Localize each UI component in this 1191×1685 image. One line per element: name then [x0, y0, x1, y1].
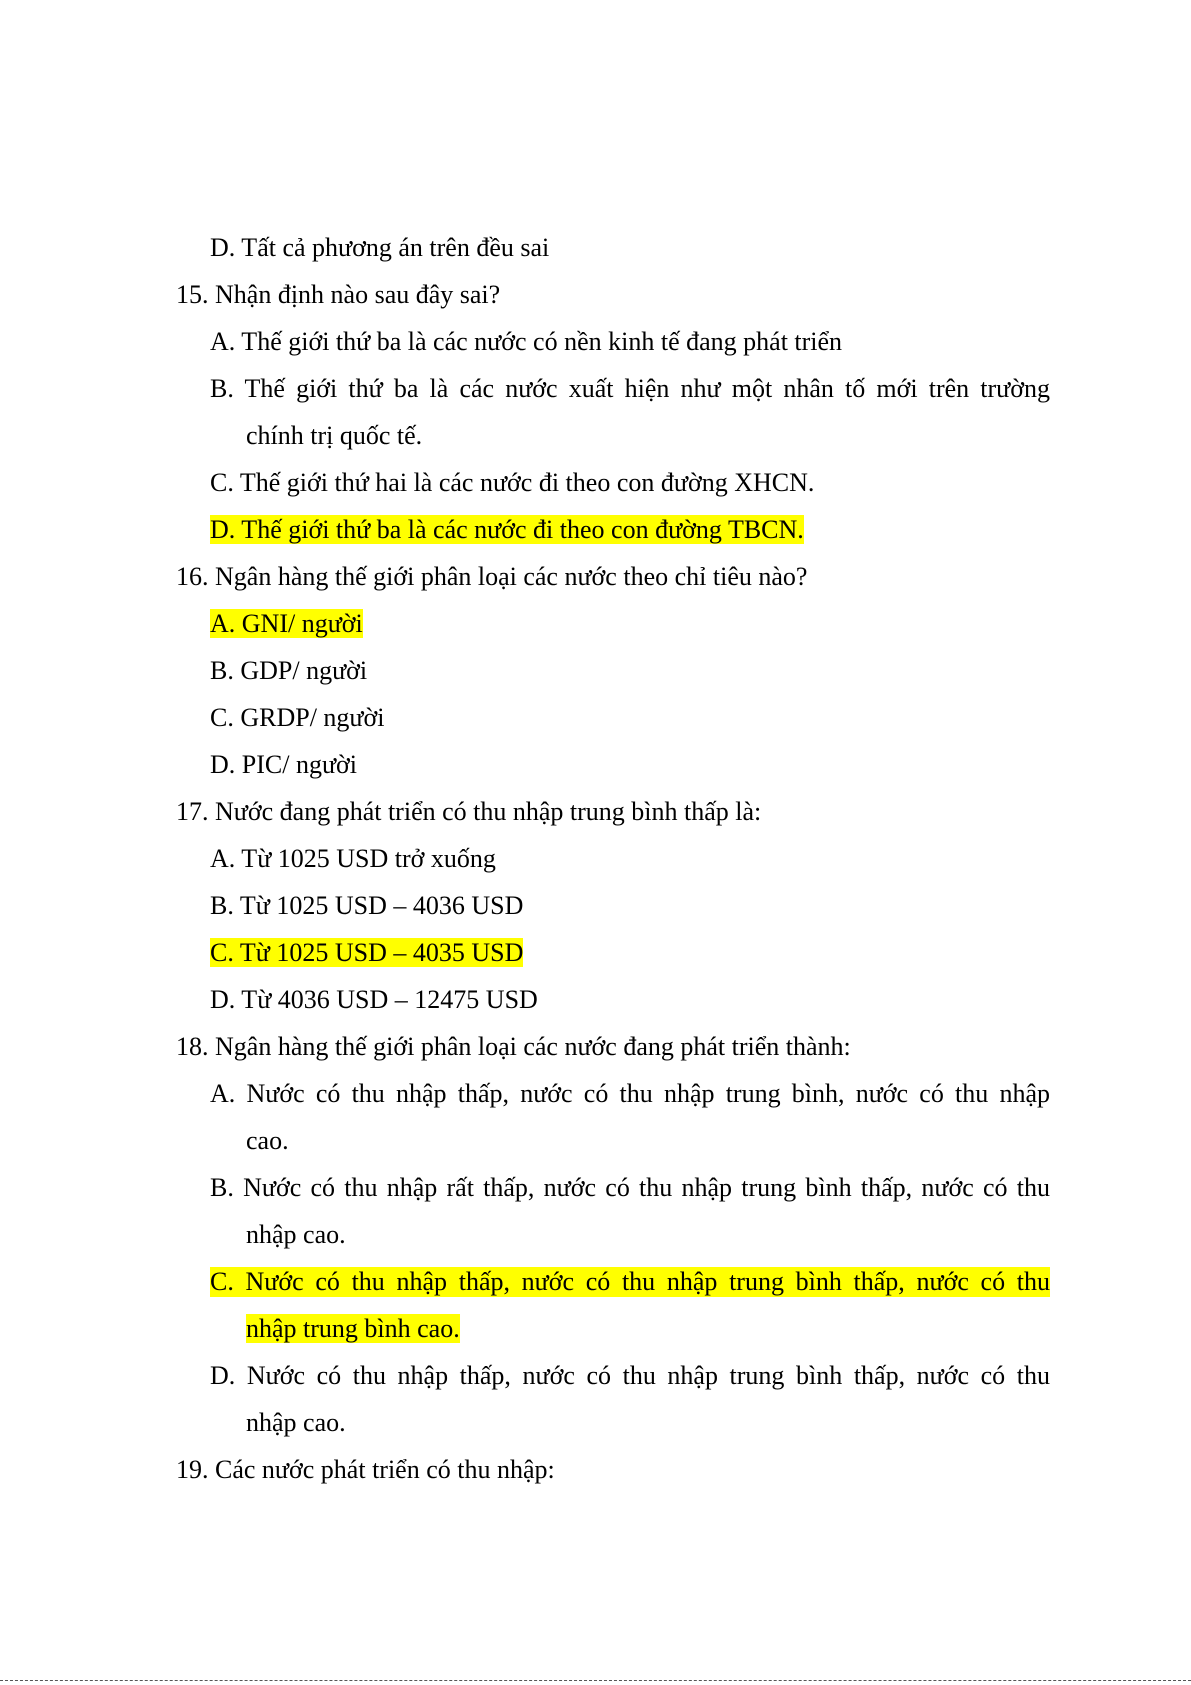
- line-text: D. Từ 4036 USD – 12475 USD: [210, 985, 538, 1014]
- q15-option-c: [210, 468, 814, 498]
- q15-option-b: [210, 374, 1050, 404]
- q18-question: [176, 1032, 851, 1062]
- q17-question: [176, 797, 761, 827]
- line-text: B. Nước có thu nhập rất thấp, nước có thu nhập trung bình thấp, nước có thu: [210, 1173, 1050, 1202]
- q16-option-d: [210, 750, 357, 780]
- line-text: cao.: [246, 1126, 289, 1155]
- line-text: C. Từ 1025 USD – 4035 USD: [210, 938, 524, 967]
- line-text: 16. Ngân hàng thế giới phân loại các nước theo chỉ tiêu nào?: [176, 562, 808, 591]
- line-text: 19. Các nước phát triển có thu nhập:: [176, 1455, 555, 1484]
- q18-option-a-continuation: [246, 1126, 289, 1156]
- line-text: D. Thế giới thứ ba là các nước đi theo con đường TBCN.: [210, 515, 804, 544]
- line-text: A. Từ 1025 USD trở xuống: [210, 844, 496, 873]
- q16-option-c: [210, 703, 384, 733]
- q17-option-d: [210, 985, 538, 1015]
- line-text: C. GRDP/ người: [210, 703, 385, 732]
- line-text: A. Thế giới thứ ba là các nước có nền kinh tế đang phát triển: [210, 327, 843, 356]
- page-footer-divider: [0, 1680, 1191, 1681]
- q17-option-c-answer: [210, 938, 523, 968]
- q18-option-c-answer-continuation: [246, 1314, 460, 1344]
- q19-question: [176, 1455, 555, 1485]
- line-text: B. Từ 1025 USD – 4036 USD: [210, 891, 524, 920]
- q16-option-b: [210, 656, 367, 686]
- line-text: A. Nước có thu nhập thấp, nước có thu nhập trung bình, nước có thu nhập: [210, 1079, 1050, 1108]
- line-text: A. GNI/ người: [210, 609, 363, 638]
- line-text: C. Thế giới thứ hai là các nước đi theo con đường XHCN.: [210, 468, 815, 497]
- line-text: C. Nước có thu nhập thấp, nước có thu nhập trung bình thấp, nước có thu: [210, 1267, 1050, 1296]
- line-text: 17. Nước đang phát triển có thu nhập trung bình thấp là:: [176, 797, 762, 826]
- line-text: B. Thế giới thứ ba là các nước xuất hiện như một nhân tố mới trên trường: [210, 374, 1050, 403]
- line-text: D. PIC/ người: [210, 750, 358, 779]
- q18-option-d: [210, 1361, 1050, 1391]
- q16-option-a-answer: [210, 609, 363, 639]
- q18-option-c-answer: [210, 1267, 1050, 1297]
- q18-option-a: [210, 1079, 1050, 1109]
- line-text: D. Tất cả phương án trên đều sai: [210, 233, 550, 262]
- line-text: chính trị quốc tế.: [246, 421, 423, 450]
- q18-option-b: [210, 1173, 1050, 1203]
- q16-question: [176, 562, 807, 592]
- q17-option-a: [210, 844, 496, 874]
- line-text: B. GDP/ người: [210, 656, 368, 685]
- line-text: D. Nước có thu nhập thấp, nước có thu nhập trung bình thấp, nước có thu: [210, 1361, 1050, 1390]
- q18-option-d-continuation: [246, 1408, 346, 1438]
- q15-option-d-answer: [210, 515, 804, 545]
- line-text: nhập cao.: [246, 1220, 346, 1249]
- q15-option-b-continuation: [246, 421, 422, 451]
- q15-question: [176, 280, 500, 310]
- line-text: nhập cao.: [246, 1408, 346, 1437]
- q14-option-d: [210, 233, 549, 263]
- q18-option-b-continuation: [246, 1220, 346, 1250]
- line-text: 18. Ngân hàng thế giới phân loại các nước đang phát triển thành:: [176, 1032, 851, 1061]
- q15-option-a: [210, 327, 842, 357]
- line-text: 15. Nhận định nào sau đây sai?: [176, 280, 501, 309]
- line-text: nhập trung bình cao.: [246, 1314, 460, 1343]
- q17-option-b: [210, 891, 523, 921]
